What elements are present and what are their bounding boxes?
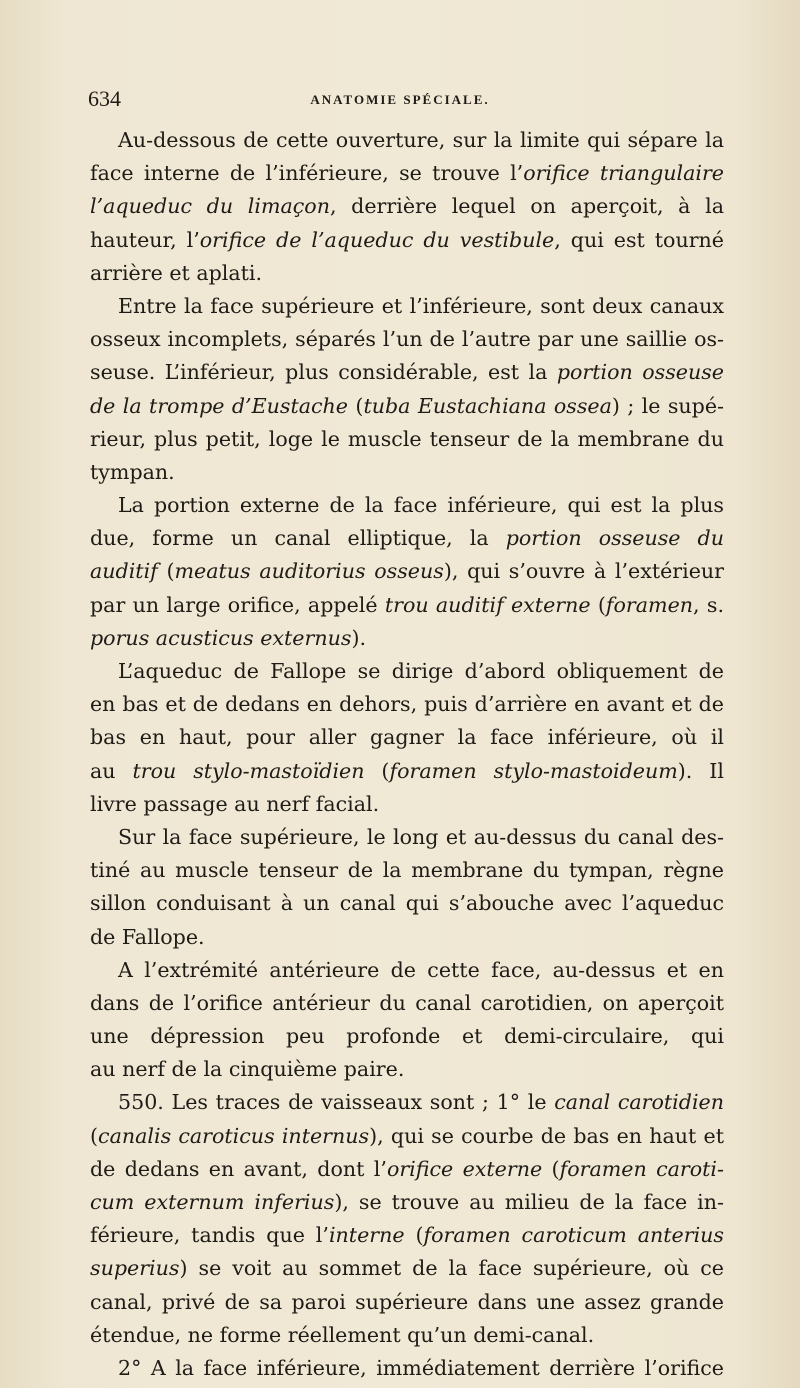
italic-term: canalis caroticus internus <box>98 1123 370 1148</box>
italic-term: orifice triangulaire <box>523 161 724 186</box>
text-run: ), se trouve au milieu de la face in- <box>334 1190 724 1214</box>
text-line <box>90 1153 724 1186</box>
text-run: Sur la face supérieure, le long et au-dessus du canal des- <box>118 824 724 849</box>
text-run: La portion externe de la face inférieure, qui est la plus <box>118 493 724 518</box>
italic-term: trou auditif externe <box>384 592 591 617</box>
text-run: , s. <box>693 592 724 617</box>
text-run: férieure, tandis que l’ <box>90 1223 329 1248</box>
text-run: , derrière lequel on aperçoit, à la <box>329 194 724 219</box>
text-run: due, forme un canal elliptique, la <box>90 526 506 551</box>
italic-term: superius <box>90 1256 180 1281</box>
page-number: 634 <box>88 86 121 111</box>
text-run: seuse. L’inférieur, plus considérable, est la <box>90 360 557 385</box>
text-line <box>90 1086 724 1119</box>
italic-term: portion osseuse du <box>505 526 724 551</box>
text-line <box>90 257 724 290</box>
text-run: ), qui s’ouvre à l’extérieur <box>443 559 724 584</box>
page-header <box>88 86 712 122</box>
text-line <box>90 1352 724 1385</box>
text-run: ( <box>364 758 390 783</box>
text-run: tympan. <box>90 459 175 484</box>
text-line <box>90 1120 724 1153</box>
text-line <box>90 1219 724 1252</box>
text-line <box>90 987 724 1020</box>
text-run: ( <box>404 1223 424 1248</box>
text-line <box>90 190 724 223</box>
text-line <box>90 622 724 655</box>
text-run: tiné au muscle tenseur de la membrane du tympan, règne <box>90 858 724 883</box>
text-run: au nerf de la cinquième paire. <box>90 1057 405 1082</box>
text-run: bas en haut, pour aller gagner la face inférieure, où il <box>90 725 724 750</box>
text-line <box>90 655 724 688</box>
text-line <box>90 921 724 954</box>
text-run: ( <box>348 393 364 418</box>
text-run: de dedans en avant, dont l’ <box>90 1156 387 1181</box>
text-run: ), qui se courbe de bas en haut et <box>369 1123 724 1148</box>
text-line <box>90 854 724 887</box>
text-run: 550. Les traces de vaisseaux sont ; 1° le <box>118 1090 555 1115</box>
italic-term: foramen caroti- <box>559 1156 724 1181</box>
text-line <box>90 1053 724 1086</box>
text-line <box>90 224 724 257</box>
text-run: ). <box>351 625 367 650</box>
text-run: étendue, ne forme réellement qu’un demi-canal. <box>90 1322 595 1347</box>
text-run: 2° A la face inférieure, immédiatement derrière l’orifice <box>118 1355 724 1380</box>
text-run: de Fallope. <box>90 924 205 949</box>
italic-term: porus acusticus externus <box>90 625 352 650</box>
text-run: en bas et de dedans en dehors, puis d’arrière en avant et de <box>90 692 724 717</box>
italic-term: foramen caroticum anterius <box>423 1223 724 1248</box>
text-line <box>90 1319 724 1352</box>
italic-term: canal carotidien <box>554 1090 724 1115</box>
text-run: , qui est tourné <box>554 227 724 252</box>
text-line <box>90 589 724 622</box>
text-line <box>90 290 724 323</box>
text-line <box>90 721 724 754</box>
text-line <box>90 755 724 788</box>
text-line <box>90 522 724 555</box>
text-run: osseux incomplets, séparés l’un de l’autre par une saillie os- <box>90 327 724 352</box>
italic-term: meatus auditorius osseus <box>174 559 444 584</box>
text-line <box>90 323 724 356</box>
text-run: canal, privé de sa paroi supérieure dans une assez grande <box>90 1289 724 1314</box>
body-text <box>90 124 724 1385</box>
text-line <box>90 456 724 489</box>
text-line <box>90 555 724 588</box>
text-run: hauteur, l’ <box>90 227 200 252</box>
text-line <box>90 821 724 854</box>
text-run: dans de l’orifice antérieur du canal carotidien, on aperçoit <box>90 990 724 1015</box>
text-run: L’aqueduc de Fallope se dirige d’abord obliquement de <box>118 659 724 683</box>
text-line <box>90 356 724 389</box>
text-run: au <box>90 758 133 783</box>
text-run: Au-dessous de cette ouverture, sur la limite qui sépare la <box>118 128 724 152</box>
text-line <box>90 954 724 987</box>
italic-term: l’aqueduc du limaçon <box>90 194 330 219</box>
text-run: sillon conduisant à un canal qui s’abouche avec l’aqueduc <box>90 891 724 916</box>
text-line <box>90 489 724 522</box>
text-run: rieur, plus petit, loge le muscle tenseur de la membrane du <box>90 426 724 451</box>
text-line <box>90 1020 724 1053</box>
text-run: arrière et aplati. <box>90 260 263 285</box>
italic-term: tuba Eustachiana ossea <box>363 393 612 418</box>
italic-term: foramen <box>605 592 694 617</box>
text-line <box>90 887 724 920</box>
text-run: livre passage au nerf facial. <box>90 791 380 816</box>
text-line <box>90 124 724 157</box>
text-run: par un large orifice, appelé <box>90 592 385 617</box>
italic-term: foramen stylo-mastoideum <box>389 758 678 783</box>
text-run: ( <box>542 1156 560 1181</box>
text-line <box>90 788 724 821</box>
italic-term: orifice externe <box>386 1156 543 1181</box>
italic-term: cum externum inferius <box>90 1190 335 1214</box>
text-line <box>90 688 724 721</box>
text-run: ) ; le supé- <box>611 393 724 418</box>
italic-term: orifice de l’aqueduc du vestibule <box>199 227 555 252</box>
text-line <box>90 390 724 423</box>
running-head: ANATOMIE SPÉCIALE. <box>310 92 490 107</box>
text-run: Entre la face supérieure et l’inférieure, sont deux canaux <box>118 293 724 318</box>
text-line <box>90 423 724 456</box>
text-run: ). Il <box>677 758 724 783</box>
italic-term: auditif <box>90 559 158 584</box>
text-run: face interne de l’inférieure, se trouve l’ <box>90 161 524 186</box>
italic-term: trou stylo-mastoïdien <box>132 758 365 783</box>
text-line <box>90 157 724 190</box>
italic-term: de la trompe d’Eustache <box>90 393 348 418</box>
italic-term: portion osseuse <box>556 360 724 385</box>
text-run: ) se voit au sommet de la face supérieure, où ce <box>179 1256 724 1281</box>
text-run: une dépression peu profonde et demi-circulaire, qui <box>90 1024 724 1049</box>
text-line <box>90 1286 724 1319</box>
italic-term: interne <box>328 1223 405 1248</box>
text-line <box>90 1186 724 1219</box>
text-run: A l’extrémité antérieure de cette face, au-dessus et en <box>118 957 724 982</box>
text-run: ( <box>590 592 606 617</box>
text-run: ( <box>90 1123 99 1148</box>
text-line <box>90 1252 724 1285</box>
text-run: ( <box>157 559 175 584</box>
